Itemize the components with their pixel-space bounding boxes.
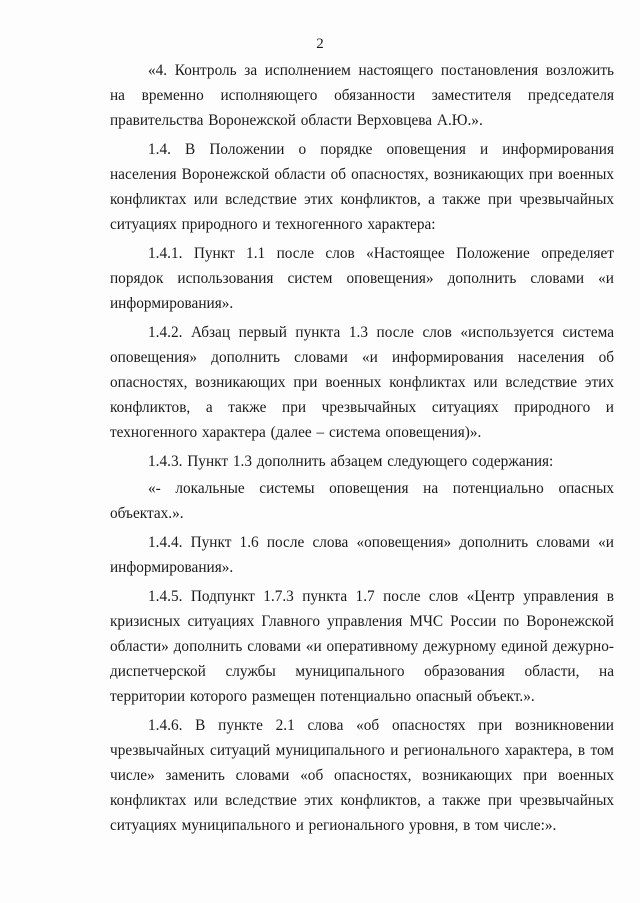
- page-number: 2: [316, 36, 324, 52]
- paragraph-1-4-4: 1.4.4. Пункт 1.6 после слова «оповещения» дополнить словами «и информирования».: [110, 534, 614, 576]
- paragraph-1-4-2: 1.4.2. Абзац первый пункта 1.3 после слов «используется система оповещения» дополнить словами «и информирования населения об опасностях, возникающих при военных конфликтах или вследствие этих конфликтов, а также при чрезвычайных ситуациях природного и техногенного характера (далее – система оповещения)».: [110, 324, 614, 441]
- paragraph-1-4-5: 1.4.5. Подпункт 1.7.3 пункта 1.7 после слов «Центр управления в кризисных ситуациях Главного управления МЧС России по Воронежской области» дополнить словами «и оперативному дежурному единой дежурно-диспетчерской службы муниципального образования области, на территории которого размещен потенциально опасный объект.».: [110, 588, 614, 705]
- paragraph-1-4-3: 1.4.3. Пункт 1.3 дополнить абзацем следующего содержания:: [148, 453, 554, 470]
- paragraph-1-4-1: 1.4.1. Пункт 1.1 после слов «Настоящее Положение определяет порядок использования систем оповещения» дополнить словами «и информирования».: [110, 245, 614, 312]
- paragraph-control-clause: «4. Контроль за исполнением настоящего постановления возложить на временно исполняющего обязанности заместителя председателя правительства Воронежской области Верховцева А.Ю.».: [110, 62, 614, 129]
- document-body: [110, 58, 614, 842]
- paragraph-1-4-3-addition: «- локальные системы оповещения на потенциально опасных объектах.».: [110, 480, 614, 522]
- paragraph-1-4: 1.4. В Положении о порядке оповещения и информирования населения Воронежской области об опасностях, возникающих при военных конфликтах или вследствие этих конфликтов, а также при чрезвычайных ситуациях природного и техногенного характера:: [110, 141, 614, 233]
- paragraph-1-4-6: 1.4.6. В пункте 2.1 слова «об опасностях при возникновении чрезвычайных ситуаций муниципального и регионального характера, в том числе» заменить словами «об опасностях, возникающих при военных конфликтах или вследствие этих конфликтов, а также при чрезвычайных ситуациях муниципального и регионального уровня, в том числе:».: [110, 717, 614, 834]
